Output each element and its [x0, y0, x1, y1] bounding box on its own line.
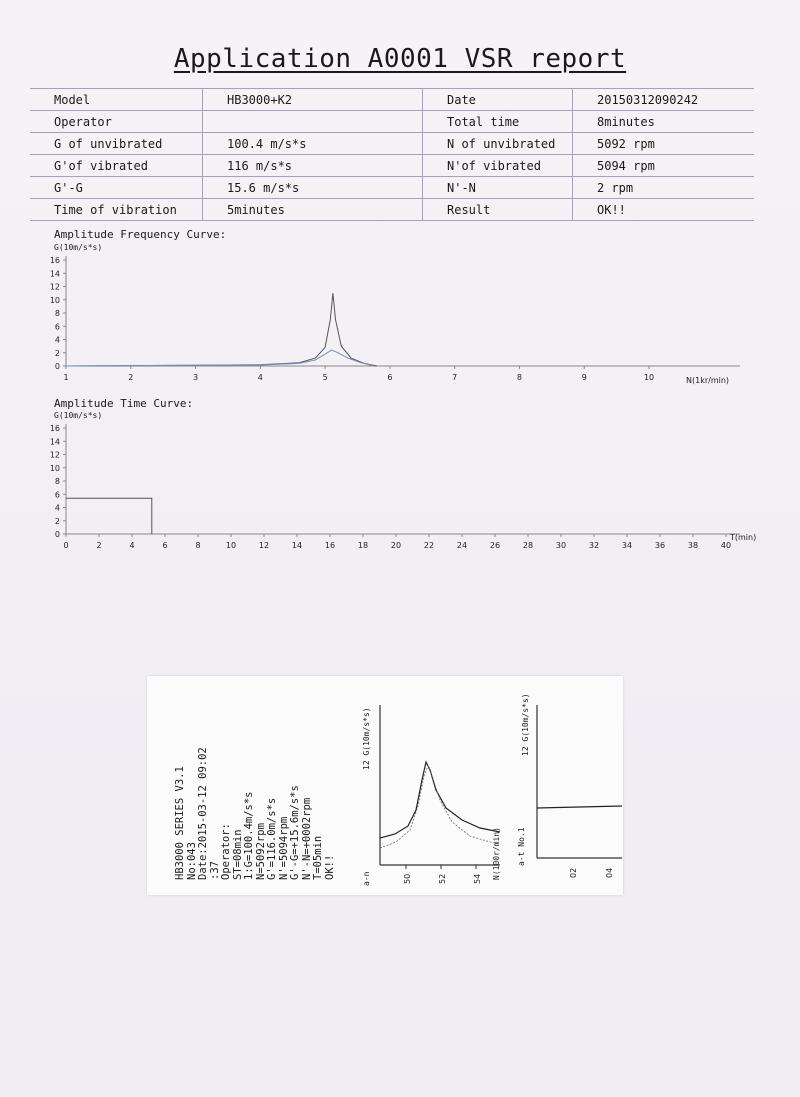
x-tick-label: 6	[387, 373, 393, 382]
receipt-plot1-axis: a-n	[362, 871, 371, 886]
table-cell-value2: 20150312090242	[573, 89, 755, 111]
table-cell-label: G of unvibrated	[30, 133, 203, 155]
y-tick-label: 16	[49, 424, 60, 433]
x-tick-label: 8	[195, 541, 201, 550]
table-cell-value2: 5092 rpm	[573, 133, 755, 155]
x-axis-label: N(1kr/min)	[686, 376, 730, 385]
x-tick-label: 5	[322, 373, 328, 382]
x-tick-label: 34	[621, 541, 633, 550]
receipt-line: 1:G=100.4m/s*s	[243, 791, 255, 880]
y-tick-label: 14	[49, 269, 60, 279]
receipt-line: N=5092rpm	[254, 823, 267, 880]
y-tick-label: 2	[54, 516, 60, 526]
receipt-line: G'-G=+15.6m/s*s	[289, 785, 301, 880]
table-cell-label2: Total time	[423, 111, 573, 133]
table-cell-label: Operator	[30, 111, 203, 133]
x-tick-label: 3	[193, 373, 199, 382]
x-tick-label: 7	[452, 373, 458, 382]
receipt-x-tick-label: 50	[403, 873, 412, 884]
receipt-line: T=05min	[312, 835, 324, 880]
receipt-plot1-ylabel: 12 G(10m/s*s)	[362, 707, 371, 770]
receipt-x-tick-label: 52	[438, 873, 447, 884]
receipt-plot2-ylabel: 12 G(10m/s*s)	[521, 693, 530, 756]
table-cell-value2: 2 rpm	[573, 177, 755, 199]
y-tick-label: 8	[54, 309, 60, 318]
x-tick-label: 30	[555, 541, 567, 550]
receipt-plot2-axis: a-t No.1	[517, 827, 526, 866]
x-tick-label: 6	[162, 541, 168, 550]
table-cell-label: Time of vibration	[30, 199, 203, 221]
y-tick-label: 10	[49, 463, 60, 473]
y-tick-label: 12	[49, 450, 60, 460]
x-tick-label: 2	[96, 541, 102, 550]
af-curve-title: Amplitude Frequency Curve:	[54, 228, 227, 241]
table-cell-label: Model	[30, 89, 203, 111]
x-tick-label: 4	[129, 541, 135, 550]
receipt-line: N'=5094rpm	[277, 816, 290, 880]
table-cell-value2: 8minutes	[573, 111, 755, 133]
af-curve-ylabel: G(10m/s*s)	[54, 243, 103, 252]
x-tick-label: 0	[63, 541, 69, 550]
table-cell-value: 116 m/s*s	[203, 155, 423, 177]
page-title: Application A0001 VSR report	[173, 44, 627, 74]
x-tick-label: 40	[720, 541, 732, 550]
y-tick-label: 12	[49, 282, 60, 292]
table-cell-label2: Result	[423, 199, 573, 221]
x-tick-label: 8	[516, 373, 523, 382]
receipt-line: N'-N=+0002rpm	[300, 797, 313, 880]
x-tick-label: 26	[489, 541, 501, 550]
x-tick-label: 12	[258, 541, 270, 550]
table-cell-label2: N of unvibrated	[423, 133, 573, 155]
receipt-curve-vibrated	[380, 766, 500, 848]
y-tick-label: 4	[54, 335, 60, 345]
x-tick-label: 14	[291, 541, 303, 550]
x-tick-label: 1	[63, 373, 69, 382]
receipt-x-tick-label: 54	[473, 873, 482, 884]
y-tick-label: 6	[54, 490, 60, 500]
x-tick-label: 36	[654, 541, 666, 550]
y-tick-label: 16	[49, 256, 60, 265]
receipt-line: HB3000 SERIES V3.1	[174, 766, 186, 880]
receipt-line: Date:2015-03-12 09:02	[197, 747, 209, 880]
x-tick-label: 16	[324, 541, 336, 550]
receipt-x-tick-label: 04	[605, 867, 614, 878]
y-tick-label: 2	[54, 348, 60, 358]
receipt-line: :37	[208, 861, 221, 880]
y-tick-label: 0	[54, 362, 60, 371]
table-cell-label2: N'-N	[423, 177, 573, 199]
table-cell-value2: 5094 rpm	[573, 155, 755, 177]
receipt-line: G'=116.0m/s*s	[266, 797, 278, 880]
table-cell-value: 15.6 m/s*s	[203, 177, 423, 199]
receipt-line: No:043	[185, 842, 198, 880]
x-tick-label: 38	[687, 541, 699, 550]
table-cell-label2: N'of vibrated	[423, 155, 573, 177]
table-cell-value2: OK!!	[573, 199, 755, 221]
receipt-line: Operator:	[220, 823, 232, 880]
table-cell-label: G'-G	[30, 177, 203, 199]
y-tick-label: 4	[54, 503, 60, 513]
receipt-line: ST=08min	[231, 829, 244, 880]
x-axis-label: T(min)	[730, 533, 757, 542]
y-tick-label: 14	[49, 437, 60, 447]
x-tick-label: 32	[588, 541, 600, 550]
x-tick-label: 28	[522, 541, 534, 550]
x-tick-label: 9	[581, 373, 587, 382]
y-tick-label: 10	[49, 295, 60, 305]
x-tick-label: 4	[257, 373, 263, 382]
x-tick-label: 10	[643, 373, 655, 382]
y-tick-label: 6	[54, 322, 60, 332]
x-tick-label: 10	[225, 541, 237, 550]
x-tick-label: 20	[390, 541, 402, 550]
at-curve-ylabel: G(10m/s*s)	[54, 411, 103, 420]
table-cell-value: 5minutes	[203, 199, 423, 221]
at-curve-title: Amplitude Time Curve:	[54, 397, 194, 410]
x-tick-label: 2	[128, 373, 134, 382]
x-tick-label: 22	[423, 541, 435, 550]
table-cell-label: G'of vibrated	[30, 155, 203, 177]
receipt-plot1-xlabel: N(100r/min)	[492, 827, 501, 880]
table-cell-value: 100.4 m/s*s	[203, 133, 423, 155]
y-tick-label: 0	[54, 530, 60, 539]
x-tick-label: 18	[357, 541, 369, 550]
table-cell-label2: Date	[423, 89, 573, 111]
y-tick-label: 8	[54, 477, 60, 486]
table-cell-value: HB3000+K2	[203, 89, 423, 111]
receipt-line: OK!!	[323, 854, 336, 880]
receipt-x-tick-label: 02	[569, 867, 578, 878]
x-tick-label: 24	[456, 541, 468, 550]
receipt-time-curve	[537, 806, 622, 808]
